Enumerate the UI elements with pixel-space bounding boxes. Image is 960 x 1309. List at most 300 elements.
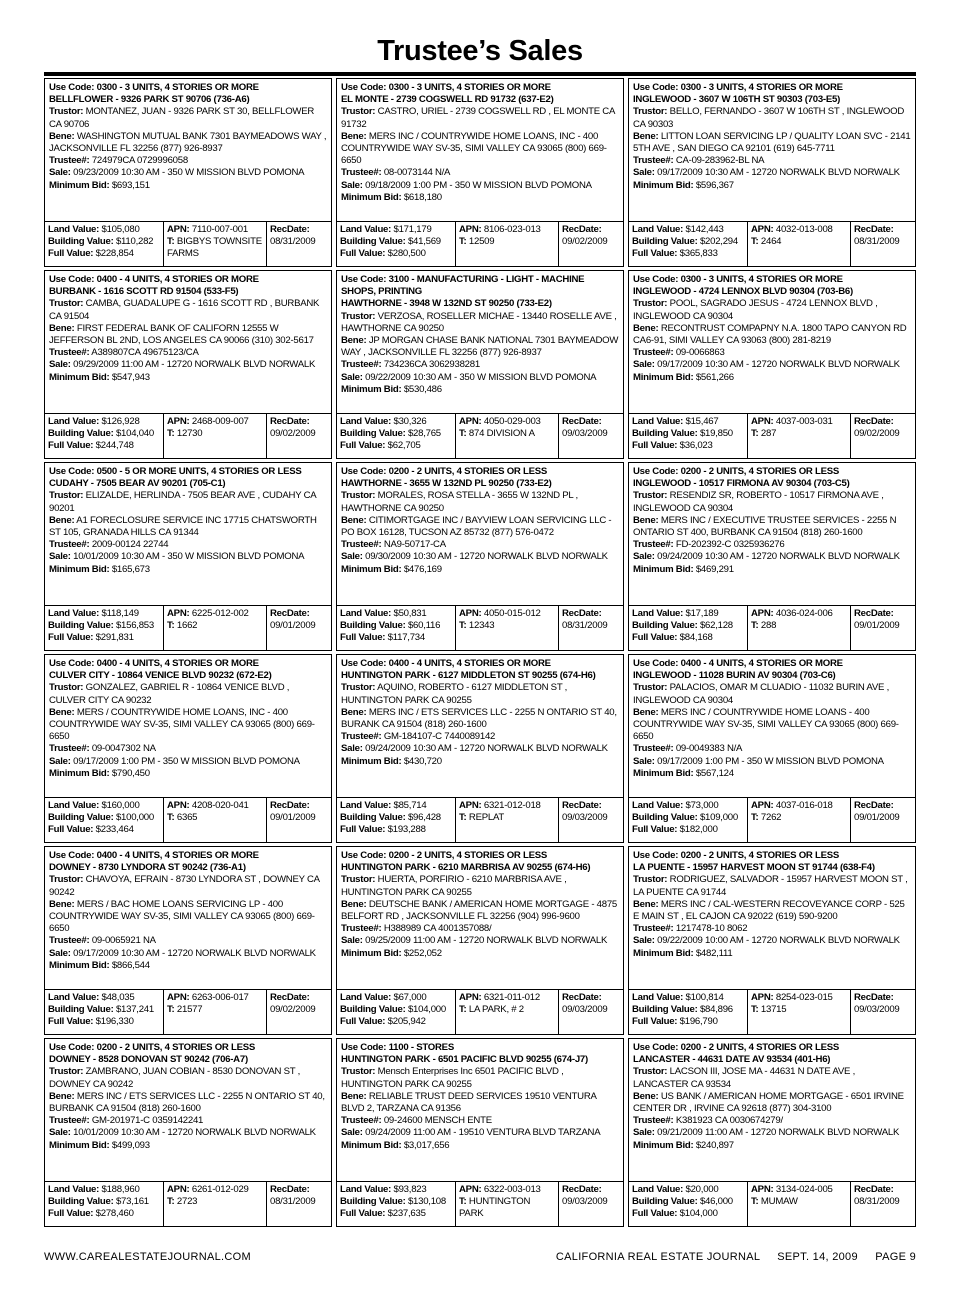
trustor-line — [341, 1066, 619, 1090]
building-value-value: $156,853 — [115, 620, 154, 631]
sale-line — [341, 743, 619, 755]
trustee-line-value: 09-0066863 — [675, 347, 725, 359]
minimum-bid-line — [633, 564, 911, 576]
full-value — [48, 248, 160, 260]
trustee-line-value: H388989 CA 4001357088/ — [383, 923, 492, 935]
trustee-line-label: Trustee#: — [341, 167, 382, 179]
full-value-value: $237,635 — [387, 1208, 426, 1219]
recdate-column — [266, 222, 331, 266]
full-value-label: Full Value: — [632, 248, 678, 259]
minimum-bid-line — [49, 564, 327, 576]
trustor-line — [633, 1066, 911, 1090]
recdate-value: 09/03/2009 — [562, 1196, 608, 1207]
minimum-bid-line — [341, 564, 619, 576]
bene-line-label: Bene: — [341, 898, 367, 910]
apn-label: APN: — [459, 416, 482, 427]
full-value-value: $196,790 — [679, 1016, 718, 1027]
trustor-line-value: MONTANEZ, JUAN - 9326 PARK ST 30, BELLFLOWER CA 90706 — [49, 106, 315, 130]
listing-details — [337, 463, 623, 605]
trustor-line-label: Trustor: — [341, 874, 376, 886]
listing-values — [45, 1181, 331, 1226]
trustor-line-value: AQUINO, ROBERTO - 6127 MIDDLETON ST , HUNTINGTON PARK CA 90255 — [341, 682, 568, 706]
building-value-label: Building Value: — [340, 1196, 406, 1207]
full-value-label: Full Value: — [340, 440, 386, 451]
minimum-bid-line-label: Minimum Bid: — [341, 191, 402, 203]
property-address: HUNTINGTON PARK - 6501 PACIFIC BLVD 90255 (674-J7) — [341, 1054, 588, 1066]
bene-line — [633, 131, 911, 155]
tract-value: 13715 — [760, 1004, 787, 1015]
use-code: Use Code: 3100 - MANUFACTURING - LIGHT - MACHINE SHOPS, PRINTING — [341, 274, 585, 298]
building-value — [632, 428, 744, 440]
apn — [751, 224, 847, 236]
values-column — [629, 1182, 747, 1226]
trustor-line-value: LACSON III, JOSE MA - 44631 N DATE AVE , LANCASTER CA 93534 — [633, 1066, 855, 1090]
bene-line — [633, 899, 911, 923]
trustor-line-value: POOL, SAGRADO JESUS - 4724 LENNOX BLVD , INGLEWOOD CA 90304 — [633, 298, 878, 322]
property-address: INGLEWOOD - 11028 BURIN AV 90304 (703-C6) — [633, 670, 836, 682]
trustee-line-label: Trustee#: — [633, 347, 674, 359]
minimum-bid-line-value: $790,450 — [111, 767, 150, 779]
bene-line-value: MERS INC / ETS SERVICES LLC - 2255 N ONTARIO ST 40, BURANK CA 91504 (818) 260-1600 — [341, 706, 617, 731]
listing-cell — [628, 1038, 916, 1227]
land-value-label: Land Value: — [48, 608, 100, 619]
trustee-line-value: 1217478-10 8062 — [675, 923, 748, 935]
minimum-bid-line-value: $252,052 — [403, 947, 442, 959]
minimum-bid-line-label: Minimum Bid: — [341, 755, 402, 767]
trustor-line-label: Trustor: — [341, 682, 376, 694]
building-value-value: $46,000 — [699, 1196, 733, 1207]
recdate-column — [558, 798, 623, 842]
recdate-value: 09/01/2009 — [854, 620, 900, 631]
sale-line-value: 09/18/2009 1:00 PM - 350 W MISSION BLVD POMONA — [365, 179, 592, 191]
full-value-value: $84,168 — [679, 632, 713, 643]
apn-value: 4037-003-031 — [775, 416, 833, 427]
bene-line-label: Bene: — [49, 706, 75, 718]
property-address: EL MONTE - 2739 COGSWELL RD 91732 (637-E2) — [341, 94, 554, 106]
sale-line-label: Sale: — [49, 755, 71, 767]
minimum-bid-line-label: Minimum Bid: — [49, 371, 110, 383]
land-value-label: Land Value: — [632, 992, 684, 1003]
trustor-line-value: MORALES, ROSA STELLA - 3655 W 132ND PL , HAWTHORNE CA 90250 — [341, 490, 578, 514]
tract — [167, 428, 263, 440]
sale-line-label: Sale: — [633, 1127, 655, 1139]
trustee-line-value: GM-184107-C 7440089142 — [383, 731, 496, 743]
land-value-value: $142,443 — [685, 224, 724, 235]
bene-line-value: RELIABLE TRUST DEED SERVICES 19510 VENTURA BLVD 2, TARZANA CA 91356 — [341, 1090, 597, 1115]
apn-column — [747, 798, 850, 842]
building-value — [632, 812, 744, 824]
land-value-value: $50,831 — [393, 608, 427, 619]
building-value — [340, 236, 452, 248]
trustee-line-label: Trustee#: — [341, 539, 382, 551]
apn-value: 6261-012-029 — [191, 1184, 249, 1195]
building-value-label: Building Value: — [340, 620, 406, 631]
listing-values — [45, 221, 331, 266]
listing-details — [337, 79, 623, 221]
minimum-bid-line — [341, 192, 619, 204]
land-value — [632, 992, 744, 1004]
full-value-value: $182,000 — [679, 824, 718, 835]
values-column — [629, 798, 747, 842]
trustee-line — [633, 347, 911, 359]
trustor-line-label: Trustor: — [49, 682, 84, 694]
land-value-label: Land Value: — [340, 608, 392, 619]
tract-label: T: — [459, 428, 467, 439]
land-value-label: Land Value: — [632, 416, 684, 427]
apn-column — [163, 414, 266, 458]
apn-value: 3134-024-005 — [775, 1184, 833, 1195]
full-value — [340, 440, 452, 452]
land-value — [48, 416, 160, 428]
sale-line — [49, 167, 327, 179]
values-column — [629, 606, 747, 650]
listing-cell — [44, 78, 332, 267]
apn-column — [163, 798, 266, 842]
property-address: BELLFLOWER - 9326 PARK ST 90706 (736-A6) — [49, 94, 250, 106]
apn-column — [163, 222, 266, 266]
building-value-value: $28,765 — [407, 428, 441, 439]
sale-line-label: Sale: — [633, 359, 655, 371]
minimum-bid-line — [49, 372, 327, 384]
recdate-column — [850, 798, 915, 842]
building-value-label: Building Value: — [632, 1004, 698, 1015]
minimum-bid-line — [633, 1140, 911, 1152]
bene-line-value: FIRST FEDERAL BANK OF CALIFORN 12555 W JEFFERSON BL 2ND, LOS ANGELES CA 90066 (310) 302-5617 — [49, 322, 314, 347]
bene-line-value: MERS INC / EXECUTIVE TRUSTEE SERVICES - 2255 N ONTARIO ST 400, BURBANK CA 91504 (818) 260-1600 — [633, 514, 897, 539]
listing-values — [629, 413, 915, 458]
sale-line-label: Sale: — [49, 167, 71, 179]
recdate-value: 08/31/2009 — [854, 1196, 900, 1207]
trustee-line-label: Trustee#: — [49, 1115, 90, 1127]
minimum-bid-line — [341, 948, 619, 960]
use-code: Use Code: 1100 - STORES — [341, 1042, 454, 1053]
full-value — [340, 248, 452, 260]
bene-line — [341, 899, 619, 923]
trustor-line — [633, 490, 911, 514]
full-value — [48, 1016, 160, 1028]
trustor-line — [49, 682, 327, 706]
trustee-line-label: Trustee#: — [49, 539, 90, 551]
trustor-line-label: Trustor: — [633, 1066, 668, 1078]
minimum-bid-line-value: $567,124 — [695, 767, 734, 779]
tract — [751, 1004, 847, 1016]
building-value-label: Building Value: — [48, 1196, 114, 1207]
sale-line-value: 10/01/2009 10:30 AM - 350 W MISSION BLVD POMONA — [73, 551, 305, 563]
apn — [751, 608, 847, 620]
sale-line-value: 09/24/2009 11:00 AM - 19510 VENTURA BLVD TARZANA — [365, 1127, 601, 1139]
minimum-bid-line — [341, 384, 619, 396]
recdate-value: 09/03/2009 — [854, 1004, 900, 1015]
recdate-label: RecDate: — [270, 608, 310, 619]
values-column — [629, 414, 747, 458]
tract — [459, 236, 555, 248]
full-value — [632, 632, 744, 644]
use-code: Use Code: 0300 - 3 UNITS, 4 STORIES OR MORE — [49, 82, 259, 93]
apn — [459, 608, 555, 620]
trustor-line-value: GONZALEZ, GABRIEL R - 10864 VENICE BLVD , CULVER CITY CA 90232 — [49, 682, 290, 706]
land-value — [340, 992, 452, 1004]
bene-line-label: Bene: — [49, 514, 75, 526]
trustee-line-value: 08-0073144 N/A — [383, 167, 451, 179]
sale-line-value: 09/25/2009 11:00 AM - 12720 NORWALK BLVD NORWALK — [365, 935, 608, 947]
minimum-bid-line-value: $618,180 — [403, 191, 442, 203]
land-value — [632, 416, 744, 428]
building-value-value: $84,896 — [699, 1004, 733, 1015]
bene-line — [49, 707, 327, 744]
sale-line — [49, 551, 327, 563]
trustor-line-value: BELLO, FERNANDO - 3607 W 106TH ST , INGLEWOOD CA 90303 — [633, 106, 905, 130]
apn-label: APN: — [751, 608, 774, 619]
listing-cell — [44, 1038, 332, 1227]
listing-values — [337, 989, 623, 1034]
full-value — [632, 440, 744, 452]
trustor-line-label: Trustor: — [633, 298, 668, 310]
trustee-line — [341, 731, 619, 743]
bene-line-label: Bene: — [633, 706, 659, 718]
listing-values — [337, 797, 623, 842]
minimum-bid-line-value: $561,266 — [695, 371, 734, 383]
full-value-label: Full Value: — [632, 824, 678, 835]
apn-value: 6225-012-002 — [191, 608, 249, 619]
apn-column — [163, 990, 266, 1034]
apn-label: APN: — [167, 608, 190, 619]
bene-line-label: Bene: — [341, 335, 367, 347]
apn — [459, 1184, 555, 1196]
trustee-line-label: Trustee#: — [49, 935, 90, 947]
trustee-line — [633, 155, 911, 167]
bene-line-label: Bene: — [633, 1090, 659, 1102]
listing-details — [337, 847, 623, 989]
recdate-column — [266, 606, 331, 650]
values-column — [45, 990, 163, 1034]
trustor-line — [341, 106, 619, 130]
listing-cell — [44, 462, 332, 651]
trustee-line-label: Trustee#: — [341, 731, 382, 743]
building-value-label: Building Value: — [632, 428, 698, 439]
bene-line-value: WASHINGTON MUTUAL BANK 7301 BAYMEADOWS WAY , JACKSONVILLE FL 32256 (877) 926-8937 — [49, 130, 327, 155]
tract-value: 287 — [760, 428, 777, 439]
building-value-label: Building Value: — [48, 620, 114, 631]
use-code: Use Code: 0300 - 3 UNITS, 4 STORIES OR MORE — [341, 82, 551, 93]
apn — [751, 416, 847, 428]
trustor-line — [633, 106, 911, 130]
full-value — [340, 632, 452, 644]
listing-values — [337, 1181, 623, 1226]
listing-cell — [336, 654, 624, 843]
full-value — [340, 824, 452, 836]
trustee-line-value: A389807CA 49675123/CA — [91, 347, 199, 359]
trustor-line-label: Trustor: — [341, 490, 376, 502]
bene-line — [633, 323, 911, 347]
building-value-value: $130,108 — [407, 1196, 446, 1207]
apn — [751, 1184, 847, 1196]
sale-line-label: Sale: — [633, 551, 655, 563]
recdate-label: RecDate: — [854, 608, 894, 619]
trustee-line — [49, 935, 327, 947]
full-value — [340, 1208, 452, 1220]
values-column — [337, 798, 455, 842]
trustee-line-value: GM-201971-C 0359142241 — [91, 1115, 204, 1127]
full-value-value: $205,942 — [387, 1016, 426, 1027]
land-value — [48, 800, 160, 812]
trustor-line-value: Mensch Enterprises Inc 6501 PACIFIC BLVD , HUNTINGTON PARK CA 90255 — [341, 1066, 564, 1090]
minimum-bid-line-value: $547,943 — [111, 371, 150, 383]
recdate-label: RecDate: — [270, 800, 310, 811]
trustee-line-value: NA9-50717-CA — [383, 539, 446, 551]
trustor-line — [49, 490, 327, 514]
trustor-line-value: RODRIGUEZ, SALVADOR - 15957 HARVEST MOON ST , LA PUENTE CA 91744 — [633, 874, 908, 898]
full-value-label: Full Value: — [632, 1016, 678, 1027]
use-code: Use Code: 0200 - 2 UNITS, 4 STORIES OR LESS — [633, 466, 840, 477]
land-value-value: $100,814 — [685, 992, 724, 1003]
minimum-bid-line-value: $430,720 — [403, 755, 442, 767]
minimum-bid-line — [633, 372, 911, 384]
property-address: CUDAHY - 7505 BEAR AV 90201 (705-C1) — [49, 478, 226, 490]
apn-value: 7110-007-001 — [191, 224, 248, 235]
bene-line-label: Bene: — [49, 898, 75, 910]
trustor-line-value: VERZOSA, ROSELLER MICHAE - 13440 ROSELLE AVE , HAWTHORNE CA 90250 — [341, 310, 617, 334]
apn — [751, 800, 847, 812]
recdate-label: RecDate: — [854, 800, 894, 811]
trustor-line — [49, 298, 327, 322]
recdate-column — [558, 606, 623, 650]
building-value-value: $62,128 — [699, 620, 733, 631]
trustee-line-label: Trustee#: — [633, 539, 674, 551]
trustor-line-value: CHAVOYA, EFRAIN - 8730 LYNDORA ST , DOWNEY CA 90242 — [49, 874, 320, 898]
building-value-label: Building Value: — [632, 236, 698, 247]
full-value-value: $36,023 — [679, 440, 713, 451]
trustor-line — [49, 874, 327, 898]
property-address: HAWTHORNE - 3948 W 132ND ST 90250 (733-E2) — [341, 298, 552, 310]
minimum-bid-line-label: Minimum Bid: — [633, 1139, 694, 1151]
minimum-bid-line-label: Minimum Bid: — [341, 563, 402, 575]
property-address: BURBANK - 1616 SCOTT RD 91504 (533-F5) — [49, 286, 239, 298]
sale-line-value: 09/17/2009 10:30 AM - 12720 NORWALK BLVD NORWALK — [73, 947, 316, 959]
listing-cell — [44, 270, 332, 459]
listing-values — [337, 221, 623, 266]
tract-value: MUMAW — [760, 1196, 798, 1207]
use-code: Use Code: 0200 - 2 UNITS, 4 STORIES OR LESS — [341, 466, 548, 477]
apn-value: 4037-016-018 — [775, 800, 833, 811]
title-rule — [44, 72, 916, 76]
full-value-value: $280,500 — [387, 248, 426, 259]
sale-line-value: 09/17/2009 1:00 PM - 350 W MISSION BLVD POMONA — [73, 755, 300, 767]
building-value — [340, 428, 452, 440]
trustee-line-value: FD-202392-C 0325936276 — [675, 539, 785, 551]
sale-line-label: Sale: — [341, 935, 363, 947]
building-value-value: $41,569 — [407, 236, 441, 247]
full-value-label: Full Value: — [48, 1016, 94, 1027]
sale-line — [633, 935, 911, 947]
trustor-line-label: Trustor: — [49, 874, 84, 886]
values-column — [45, 414, 163, 458]
building-value-value: $60,116 — [407, 620, 441, 631]
minimum-bid-line-value: $482,111 — [695, 947, 733, 959]
listing-values — [45, 989, 331, 1034]
bene-line — [49, 515, 327, 539]
tract — [167, 812, 263, 824]
full-value-value: $233,464 — [95, 824, 134, 835]
property-address: INGLEWOOD - 4724 LENNOX BLVD 90304 (703-B6) — [633, 286, 853, 298]
bene-line — [341, 707, 619, 731]
listing-details — [337, 1039, 623, 1181]
trustee-line-value: 09-0049383 N/A — [675, 743, 743, 755]
land-value-label: Land Value: — [48, 992, 100, 1003]
minimum-bid-line-label: Minimum Bid: — [633, 563, 694, 575]
recdate-column — [266, 414, 331, 458]
bene-line-label: Bene: — [49, 1090, 75, 1102]
land-value-value: $48,035 — [101, 992, 135, 1003]
recdate-column — [266, 990, 331, 1034]
tract-value: 7262 — [760, 812, 782, 823]
building-value-value: $109,000 — [699, 812, 738, 823]
building-value-value: $100,000 — [115, 812, 154, 823]
land-value-label: Land Value: — [48, 1184, 100, 1195]
building-value-label: Building Value: — [340, 1004, 406, 1015]
land-value — [340, 800, 452, 812]
trustee-line-value: 2009-00124 22744 — [91, 539, 169, 551]
trustor-line — [633, 298, 911, 322]
trustor-line-label: Trustor: — [49, 298, 84, 310]
trustor-line — [341, 311, 619, 335]
bene-line-label: Bene: — [341, 130, 367, 142]
tract-value: HUNTINGTON PARK — [459, 1196, 531, 1219]
tract-label: T: — [751, 1004, 759, 1015]
property-address: HUNTINGTON PARK - 6127 MIDDLETON ST 90255 (674-H6) — [341, 670, 596, 682]
tract — [459, 620, 555, 632]
listing-cell — [336, 1038, 624, 1227]
building-value-value: $73,161 — [115, 1196, 149, 1207]
tract-label: T: — [459, 812, 467, 823]
bene-line — [341, 515, 619, 539]
minimum-bid-line-value: $530,486 — [403, 383, 442, 395]
trustor-line — [49, 106, 327, 130]
footer-page-number: PAGE 9 — [875, 1251, 916, 1263]
trustee-line — [49, 743, 327, 755]
tract-value: 6365 — [176, 812, 198, 823]
tract-value: 21577 — [176, 1004, 203, 1015]
footer-website[interactable]: WWW.CAREALESTATEJOURNAL.COM — [44, 1251, 251, 1263]
listing-cell — [628, 462, 916, 651]
building-value — [632, 1004, 744, 1016]
recdate-column — [558, 1182, 623, 1226]
minimum-bid-line-value: $499,093 — [111, 1139, 150, 1151]
trustor-line-value: PALACIOS, OMAR M CLUADIO - 11032 BURIN AVE , INGLEWOOD CA 90304 — [633, 682, 889, 706]
bene-line-label: Bene: — [341, 706, 367, 718]
trustee-line — [341, 359, 619, 371]
apn — [167, 224, 263, 236]
minimum-bid-line-label: Minimum Bid: — [49, 959, 110, 971]
listing-values — [45, 413, 331, 458]
trustee-line — [341, 539, 619, 551]
building-value-value: $110,282 — [115, 236, 154, 247]
trustor-line-label: Trustor: — [633, 874, 668, 886]
minimum-bid-line-value: $596,367 — [695, 179, 734, 191]
tract-label: T: — [751, 428, 759, 439]
listing-details — [45, 79, 331, 221]
minimum-bid-line-label: Minimum Bid: — [633, 767, 694, 779]
bene-line — [49, 1091, 327, 1115]
trustor-line-label: Trustor: — [633, 490, 668, 502]
values-column — [629, 222, 747, 266]
minimum-bid-line-value: $693,151 — [111, 179, 150, 191]
use-code: Use Code: 0200 - 2 UNITS, 4 STORIES OR LESS — [49, 1042, 256, 1053]
full-value — [632, 1016, 744, 1028]
apn-value: 6321-012-018 — [483, 800, 541, 811]
property-address: CULVER CITY - 10864 VENICE BLVD 90232 (672-E2) — [49, 670, 272, 682]
listing-details — [629, 79, 915, 221]
apn-column — [163, 1182, 266, 1226]
